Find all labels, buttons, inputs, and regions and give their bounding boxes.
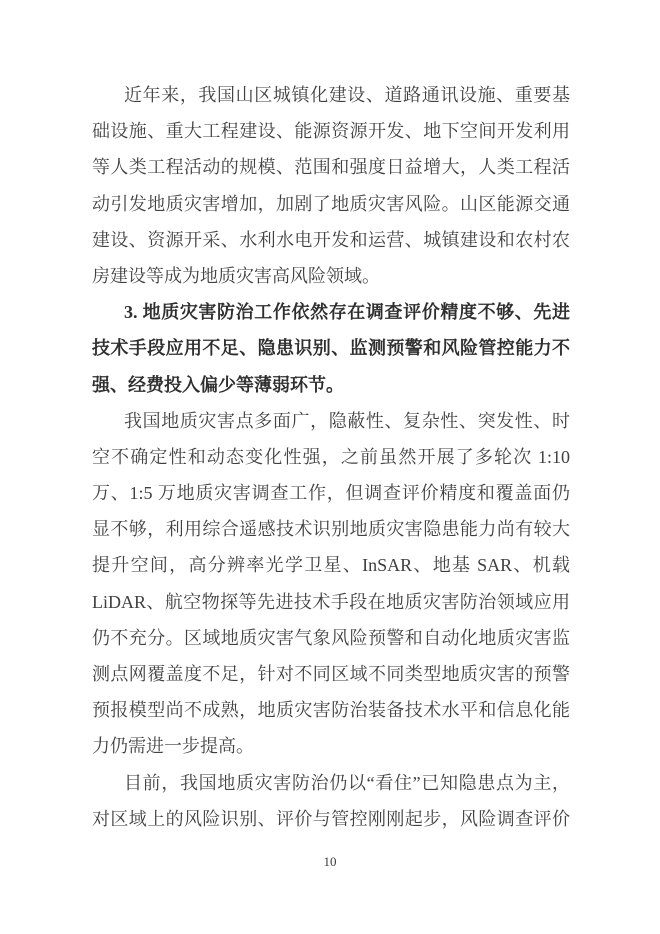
text-line: 技术手段应用不足、隐患识别、监测预警和风险管控能力不 bbox=[92, 338, 570, 359]
text-line: 建设、资源开采、水利水电开发和运营、城镇建设和农村农 bbox=[92, 229, 570, 250]
text-line: 对区域上的风险识别、评价与管控刚刚起步，风险调查评价 bbox=[92, 808, 570, 829]
text-line: 仍不充分。区域地质灾害气象风险预警和自动化地质灾害监 bbox=[92, 627, 570, 648]
text-line: LiDAR、航空物探等先进技术手段在地质灾害防治领域应用 bbox=[92, 591, 570, 612]
text-line: 显不够，利用综合遥感技术识别地质灾害隐患能力尚有较大 bbox=[92, 519, 570, 540]
text-line: 提升空间，高分辨率光学卫星、InSAR、地基 SAR、机载 bbox=[92, 555, 570, 576]
text-line: 动引发地质灾害增加，加剧了地质灾害风险。山区能源交通 bbox=[92, 193, 570, 214]
text-line: 万、1:5 万地质灾害调查工作，但调查评价精度和覆盖面仍 bbox=[92, 483, 570, 504]
text-line: 近年来，我国山区城镇化建设、道路通讯设施、重要基 bbox=[124, 85, 570, 105]
text-line: 目前，我国地质灾害防治仍以“看住”已知隐患点为主， bbox=[124, 772, 570, 793]
text-line: 测点网覆盖度不足，针对不同区域不同类型地质灾害的预警 bbox=[92, 664, 570, 684]
text-line: 我国地质灾害点多面广，隐蔽性、复杂性、突发性、时 bbox=[124, 410, 570, 431]
text-line: 预报模型尚不成熟，地质灾害防治装备技术水平和信息化能 bbox=[92, 700, 570, 721]
text-line: 强、经费投入偏少等薄弱环节。 bbox=[92, 374, 344, 395]
paragraph bbox=[92, 77, 570, 294]
text-line: 等人类工程活动的规模、范围和强度日益增大，人类工程活 bbox=[92, 157, 570, 178]
page-number: 10 bbox=[323, 854, 337, 869]
text-line: 房建设等成为地质灾害高风险领域。 bbox=[92, 265, 380, 286]
paragraph bbox=[92, 403, 570, 765]
paragraph bbox=[92, 294, 570, 403]
text-line: 空不确定性和动态变化性强，之前虽然开展了多轮次 1:10 bbox=[92, 446, 570, 467]
paragraph bbox=[92, 765, 570, 837]
text-line: 础设施、重大工程建设、能源资源开发、地下空间开发利用 bbox=[92, 121, 570, 142]
text-line: 力仍需进一步提高。 bbox=[92, 736, 254, 757]
text-line: 3. 地质灾害防治工作依然存在调查评价精度不够、先进 bbox=[124, 302, 570, 323]
document-body bbox=[92, 77, 570, 837]
